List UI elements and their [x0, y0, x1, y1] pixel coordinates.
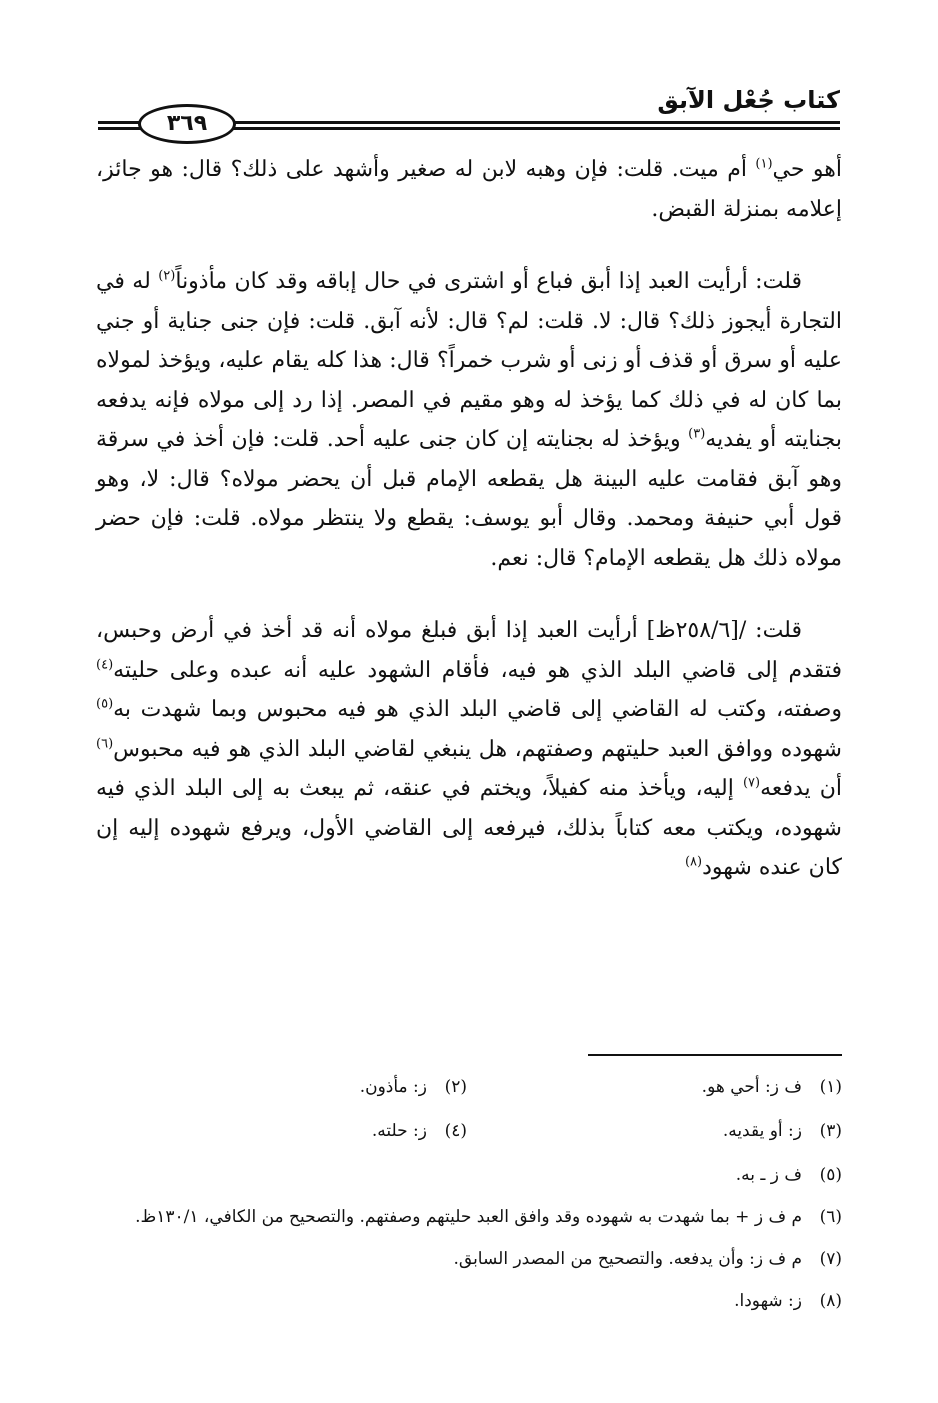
text-run: له في التجارة أيجوز ذلك؟ قال: لا. قلت: لم؟ قال: لأنه آبق. قلت: فإن جنى جناية أو جني عليه أو سرق أو قذف أو زنى أو شرب خمراً؟ قال: هذا كله يقام عليه، ويؤخذ لمولاه بما كان له في ذلك كما يؤخذ له وهو مقيم في المصر. إذا رد إلى مولاه فإنه يدفعه بجنايته أو يفديه [96, 269, 842, 452]
main-text [96, 150, 842, 888]
text-run: أن يدفعه [760, 776, 842, 801]
footnote-1 [467, 1072, 842, 1116]
footnote-text: ف ز: أحي هو. [701, 1077, 802, 1097]
footnote-6 [92, 1202, 842, 1232]
text-run: قلت: أرأيت العبد إذا أبق فباع أو اشترى في حال إباقه وقد كان مأذوناً [175, 269, 802, 294]
footnote-marker: (٥) [96, 696, 114, 712]
footnote-number: (١) [819, 1077, 842, 1097]
footnote-row [92, 1116, 842, 1160]
footnote-7 [92, 1244, 842, 1274]
footnote-3 [467, 1116, 842, 1160]
footnote-number: (٢) [444, 1077, 467, 1097]
footnote-number: (٦) [819, 1207, 842, 1227]
text-run: ويؤخذ له بجنايته إن كان جنى عليه أحد. قلت: فإن أخذ في سرقة وهو آبق فقامت عليه البينة هل يقطعه الإمام قبل أن يحضر مولاه؟ قال: لا، وهو قول أبي حنيفة ومحمد. وقال أبو يوسف: يقطع ولا ينتظر مولاه. قلت: فإن حضر مولاه ذلك هل يقطعه الإمام؟ قال: نعم. [96, 427, 842, 571]
footnote-text: ز: حلته. [371, 1121, 427, 1141]
footnote-8 [92, 1286, 842, 1316]
footnote-marker: (٦) [96, 736, 114, 752]
footnote-row [92, 1072, 842, 1116]
paragraph-3 [96, 611, 842, 888]
footnote-marker: (١) [755, 156, 773, 172]
running-header-title: كتاب جُعْل الآبق [657, 86, 840, 114]
footnote-marker: (٨) [684, 854, 703, 870]
footnote-5 [92, 1160, 842, 1190]
footnote-text: ز: مأذون. [359, 1077, 427, 1097]
text-run: أهو حي [772, 157, 842, 182]
footnote-2 [92, 1072, 467, 1116]
footnote-marker: (٣) [688, 426, 706, 442]
text-run: إليه، ويأخذ منه كفيلاً، ويختم في عنقه، ثم يبعث به إلى البلد الذي فيه شهوده، ويكتب معه كتاباً بذلك، فيرفعه إلى القاضي الأول، ويرفع شهوده إليه إن كان عنده شهود [96, 776, 842, 880]
text-run: قلت: /[٢٥٨/٦ظ] أرأيت العبد إذا أبق فبلغ مولاه أنه قد أخذ في أرض وحبس، فتقدم إلى قاضي البلد الذي هو فيه، فأقام الشهود عليه أنه عبده وعلى حليته [96, 618, 842, 683]
footnote-marker: (٧) [742, 775, 761, 791]
page-number-badge: ٣٦٩ [138, 104, 236, 144]
footnotes [92, 1072, 842, 1328]
text-run: أم ميت. قلت: فإن وهبه لابن له صغير وأشهد على ذلك؟ قال: هو جائز، إعلامه بمنزلة القبض. [96, 157, 842, 222]
footnote-text: ز: أو يقديه. [722, 1121, 802, 1141]
footnote-number: (٧) [819, 1249, 842, 1269]
paragraph-1 [96, 150, 842, 229]
footnote-text: ف ز ـ به. [735, 1165, 802, 1185]
footnote-text: م ف ز + بما شهدت به شهوده وقد وافق العبد حليتهم وصفتهم. والتصحيح من الكافي، ١٣٠/١ظ. [135, 1207, 802, 1227]
footnote-text: م ف ز: وأن يدفعه. والتصحيح من المصدر السابق. [453, 1249, 802, 1269]
footnote-number: (٥) [819, 1165, 842, 1185]
text-run: وصفته، وكتب له القاضي إلى قاضي البلد الذي هو فيه محبوس وبما شهدت به [113, 697, 842, 722]
footnote-number: (٣) [819, 1121, 842, 1141]
text-run: شهوده ووافق العبد حليتهم وصفتهم، هل ينبغي لقاضي البلد الذي هو فيه محبوس [113, 736, 842, 762]
footnote-marker: (٢) [158, 268, 176, 284]
footnote-text: ز: شهودا. [734, 1291, 802, 1311]
paragraph-2 [96, 262, 842, 578]
footnote-4 [92, 1116, 467, 1160]
footnote-number: (٤) [444, 1121, 467, 1141]
footnote-separator [588, 1054, 842, 1056]
footnote-number: (٨) [819, 1291, 842, 1311]
footnote-marker: (٤) [96, 657, 114, 673]
